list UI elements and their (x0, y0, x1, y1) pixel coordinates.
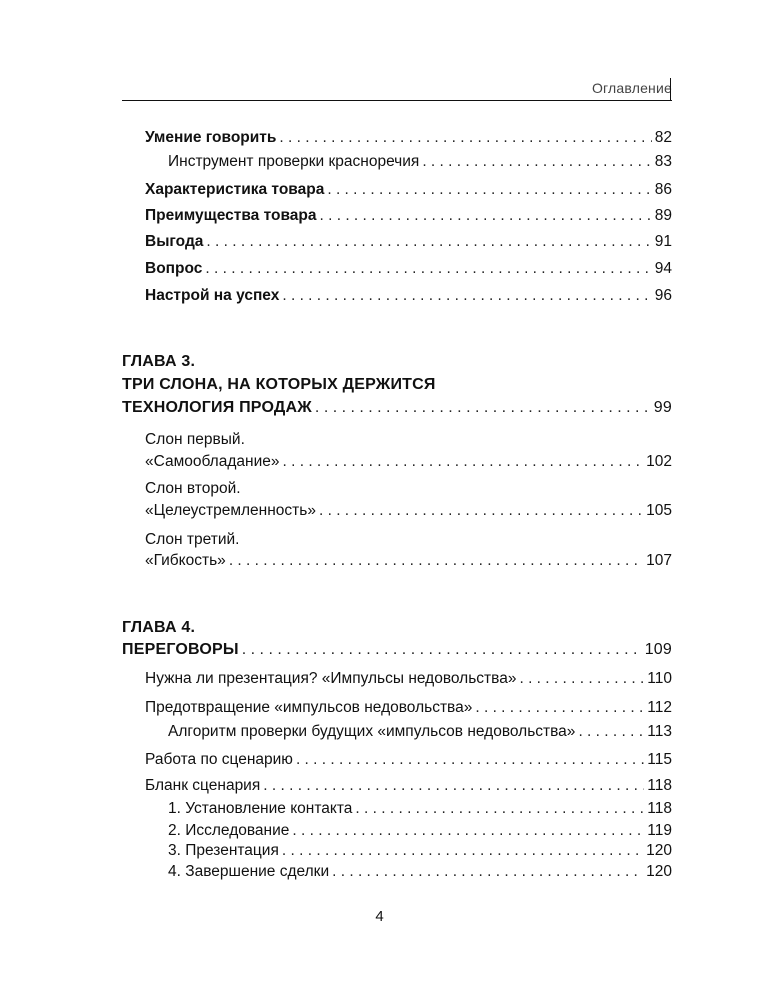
toc-entry-page: 83 (654, 153, 672, 170)
leader-dots (263, 776, 644, 796)
toc-entry-label: «Самообладание» (145, 453, 280, 470)
toc-entry-page: 102 (646, 453, 672, 470)
leader-dots (206, 232, 651, 252)
toc-entry-page: 86 (654, 181, 672, 198)
toc-subentry[interactable] (168, 862, 672, 882)
leader-dots (332, 862, 643, 882)
toc-entry-page: 115 (647, 751, 672, 768)
toc-subentry[interactable] (168, 722, 672, 742)
chapter-entry[interactable] (122, 640, 672, 660)
leader-dots (355, 799, 644, 819)
toc-subentry[interactable] (168, 799, 672, 819)
toc-entry[interactable] (145, 232, 672, 252)
toc-entry-page: 96 (654, 287, 672, 304)
toc-entry[interactable] (145, 776, 672, 796)
toc-entry[interactable] (145, 259, 672, 279)
toc-entry[interactable] (145, 452, 672, 472)
toc-entry-label: Нужна ли презентация? «Импульсы недовольства» (145, 670, 517, 687)
toc-entry[interactable] (145, 698, 672, 718)
toc-entry-label: Преимущества товара (145, 207, 317, 224)
toc-entry-page: 107 (646, 552, 672, 569)
toc-entry-page: 118 (647, 777, 672, 794)
leader-dots (279, 128, 651, 148)
toc-entry[interactable] (145, 501, 672, 521)
leader-dots (242, 640, 642, 660)
toc-entry-label: Выгода (145, 233, 204, 250)
toc-entry-page: 82 (654, 129, 672, 146)
toc-entry[interactable] (145, 286, 672, 306)
toc-entry[interactable] (145, 669, 672, 689)
leader-dots (319, 501, 643, 521)
toc-entry-page: 119 (647, 822, 672, 839)
chapter-title-line: ТЕХНОЛОГИЯ ПРОДАЖ (122, 399, 312, 416)
toc-entry-label: 1. Установление контакта (168, 800, 353, 817)
toc-entry-label: 3. Презентация (168, 842, 279, 859)
toc-entry-page: 120 (646, 863, 672, 880)
leader-dots (327, 180, 651, 200)
toc-entry-label: 2. Исследование (168, 822, 290, 839)
toc-entry[interactable] (145, 750, 672, 770)
toc-entry-label: «Целеустремленность» (145, 502, 316, 519)
toc-entry-label: Умение говорить (145, 129, 277, 146)
toc-entry-page: 118 (647, 800, 672, 817)
chapter-heading: ГЛАВА 3. (122, 353, 196, 370)
chapter-title-line: ТРИ СЛОНА, НА КОТОРЫХ ДЕРЖИТСЯ (122, 376, 436, 393)
toc-entry-page: 94 (654, 260, 672, 277)
toc-entry-page: 89 (654, 207, 672, 224)
toc-entry-label: Вопрос (145, 260, 203, 277)
leader-dots (282, 841, 643, 861)
leader-dots (296, 750, 644, 770)
toc-entry[interactable] (145, 206, 672, 226)
toc-entry-label: Предотвращение «импульсов недовольства» (145, 699, 473, 716)
toc-entry-page: 110 (647, 670, 672, 687)
toc-entry-page: 105 (646, 502, 672, 519)
running-header: Оглавление (591, 80, 672, 96)
leader-dots (282, 286, 651, 306)
toc-entry[interactable] (145, 128, 672, 148)
leader-dots (319, 206, 651, 226)
leader-dots (578, 722, 644, 742)
toc-subentry[interactable] (168, 821, 672, 841)
leader-dots (205, 259, 651, 279)
chapter-heading: ГЛАВА 4. (122, 619, 196, 636)
leader-dots (315, 398, 651, 418)
chapter-entry[interactable] (122, 398, 672, 418)
page-number: 4 (375, 908, 384, 925)
toc-entry-page: 99 (653, 399, 672, 416)
toc-subentry[interactable] (168, 152, 672, 172)
leader-dots (229, 551, 643, 571)
toc-entry-label: «Гибкость» (145, 552, 226, 569)
toc-entry[interactable] (145, 551, 672, 571)
chapter-title-line: ПЕРЕГОВОРЫ (122, 641, 239, 658)
leader-dots (475, 698, 644, 718)
toc-entry-page: 113 (647, 723, 672, 740)
toc-entry[interactable] (145, 180, 672, 200)
toc-entry-label: Работа по сценарию (145, 751, 293, 768)
leader-dots (422, 152, 651, 172)
toc-subentry[interactable] (168, 841, 672, 861)
toc-entry-page: 109 (644, 641, 672, 658)
toc-entry-line1: Слон третий. (145, 531, 240, 548)
leader-dots (292, 821, 644, 841)
toc-entry-label: Характеристика товара (145, 181, 325, 198)
toc-entry-label: Бланк сценария (145, 777, 261, 794)
toc-entry-page: 91 (654, 233, 672, 250)
toc-entry-line1: Слон первый. (145, 431, 245, 448)
toc-entry-label: Настрой на успех (145, 287, 280, 304)
toc-entry-page: 120 (646, 842, 672, 859)
leader-dots (519, 669, 644, 689)
toc-entry-page: 112 (647, 699, 672, 716)
leader-dots (282, 452, 643, 472)
toc-entry-label: 4. Завершение сделки (168, 863, 330, 880)
toc-entry-label: Алгоритм проверки будущих «импульсов недовольства» (168, 723, 576, 740)
toc-entry-label: Инструмент проверки красноречия (168, 153, 420, 170)
toc-entry-line1: Слон второй. (145, 480, 241, 497)
